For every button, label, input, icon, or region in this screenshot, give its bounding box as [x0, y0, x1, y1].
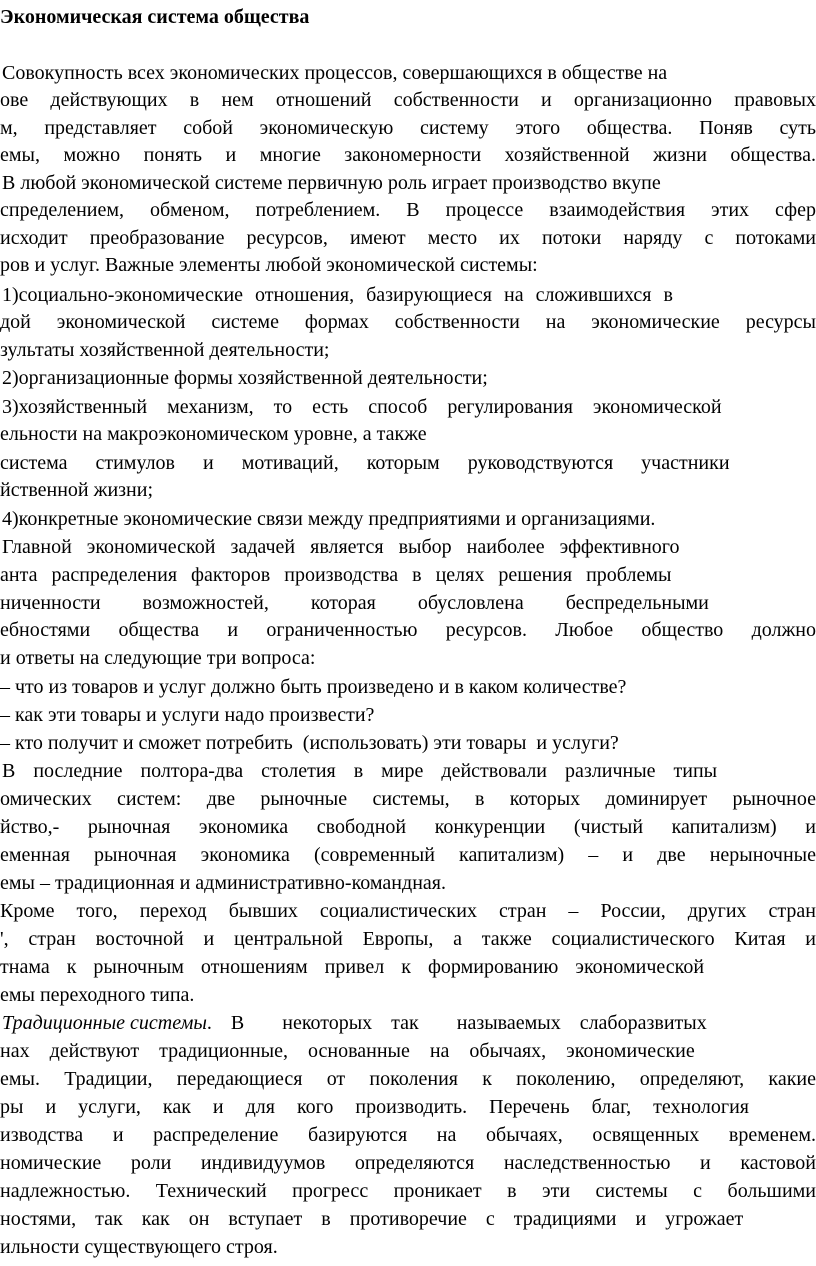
text-line: ', стран восточной и центральной Европы, а также социалистического Китая и	[0, 928, 816, 950]
text-line: емы переходного типа.	[0, 984, 195, 1006]
text-line: ностями, так как он вступает в противоречие с традициями и угрожает	[0, 1208, 744, 1230]
italic-heading: Традиционные системы	[2, 1012, 207, 1034]
text-line: – что из товаров и услуг должно быть произведено и в каком количестве?	[0, 676, 627, 698]
text-line: ельности на макроэкономическом уровне, а также	[0, 423, 427, 445]
text-line: Совокупность всех экономических процессов, совершающихся в обществе на	[2, 62, 668, 84]
text-line: нах действуют традиционные, основанные на обычаях, экономические	[0, 1040, 695, 1062]
text-line: В последние полтора-два столетия в мире действовали различные типы	[2, 760, 718, 782]
text-line: Кроме того, переход бывших социалистических стран – России, других стран	[0, 900, 816, 922]
text-line: емы, можно понять и многие закономерности хозяйственной жизни общества.	[0, 144, 816, 166]
text-line: спределением, обменом, потреблением. В процессе взаимодействия этих сфер	[0, 199, 816, 221]
text-line: Главной экономической задачей является выбор наиболее эффективного	[2, 536, 680, 558]
text-line: ниченности возможностей, которая обусловлена беспредельными	[0, 592, 709, 614]
text-line: и ответы на следующие три вопроса:	[0, 647, 316, 669]
text-line: зультаты хозяйственной деятельности;	[0, 339, 330, 361]
text-line: тнама к рыночным отношениям привел к формированию экономической	[0, 956, 705, 978]
text-line: – как эти товары и услуги надо произвести?	[0, 704, 375, 726]
text-line: еменная рыночная экономика (современный капитализм) – и две нерыночные	[0, 844, 816, 866]
text-line: йство,- рыночная экономика свободной конкуренции (чистый капитализм) и	[0, 816, 816, 838]
text-line: 4)конкретные экономические связи между предприятиями и организациями.	[2, 508, 656, 530]
text-line: исходит преобразование ресурсов, имеют место их потоки наряду с потоками	[0, 227, 816, 249]
text-line: В любой экономической системе первичную роль играет производство вкупе	[2, 172, 661, 194]
text-line: дой экономической системе формах собственности на экономические ресурсы	[0, 311, 816, 333]
text-line: система стимулов и мотиваций, которым руководствуются участники	[0, 452, 730, 474]
text-line: ры и услуги, как и для кого производить. Перечень благ, технология	[0, 1096, 749, 1118]
text-line: ильности существующего строя.	[0, 1236, 278, 1258]
text-line: ебностями общества и ограниченностью ресурсов. Любое общество должно	[0, 619, 816, 641]
text-line: 3)хозяйственный механизм, то есть способ регулирования экономической	[2, 396, 722, 418]
text-line: 2)организационные формы хозяйственной деятельности;	[2, 367, 488, 389]
text-line-italic-lead	[2, 1010, 816, 1036]
text-line: йственной жизни;	[0, 479, 154, 501]
text-line: ров и услуг. Важные элементы любой экономической системы:	[0, 254, 538, 276]
text-line: ове действующих в нем отношений собственности и организационно правовых	[0, 89, 816, 111]
italic-heading-continuation: . В некоторых так называемых слаборазвитых	[206, 1012, 707, 1034]
text-line: омических систем: две рыночные системы, в которых доминирует рыночное	[0, 788, 816, 810]
page-title: Экономическая система общества	[0, 6, 310, 28]
text-line: изводства и распределение базируются на обычаях, освященных временем.	[0, 1124, 816, 1146]
text-line: надлежностью. Технический прогресс проникает в эти системы с большими	[0, 1180, 816, 1202]
text-line: емы – традиционная и административно-командная.	[0, 872, 446, 894]
text-line: номические роли индивидуумов определяются наследственностью и кастовой	[0, 1152, 816, 1174]
text-line: анта распределения факторов производства в целях решения проблемы	[0, 564, 672, 586]
text-line: 1)социально-экономические отношения, базирующиеся на сложившихся в	[2, 284, 673, 306]
text-line: емы. Традиции, передающиеся от поколения к поколению, определяют, какие	[0, 1068, 816, 1090]
text-line: м, представляет собой экономическую систему этого общества. Поняв суть	[0, 117, 816, 139]
text-line: – кто получит и сможет потребить (использовать) эти товары и услуги?	[0, 732, 619, 754]
